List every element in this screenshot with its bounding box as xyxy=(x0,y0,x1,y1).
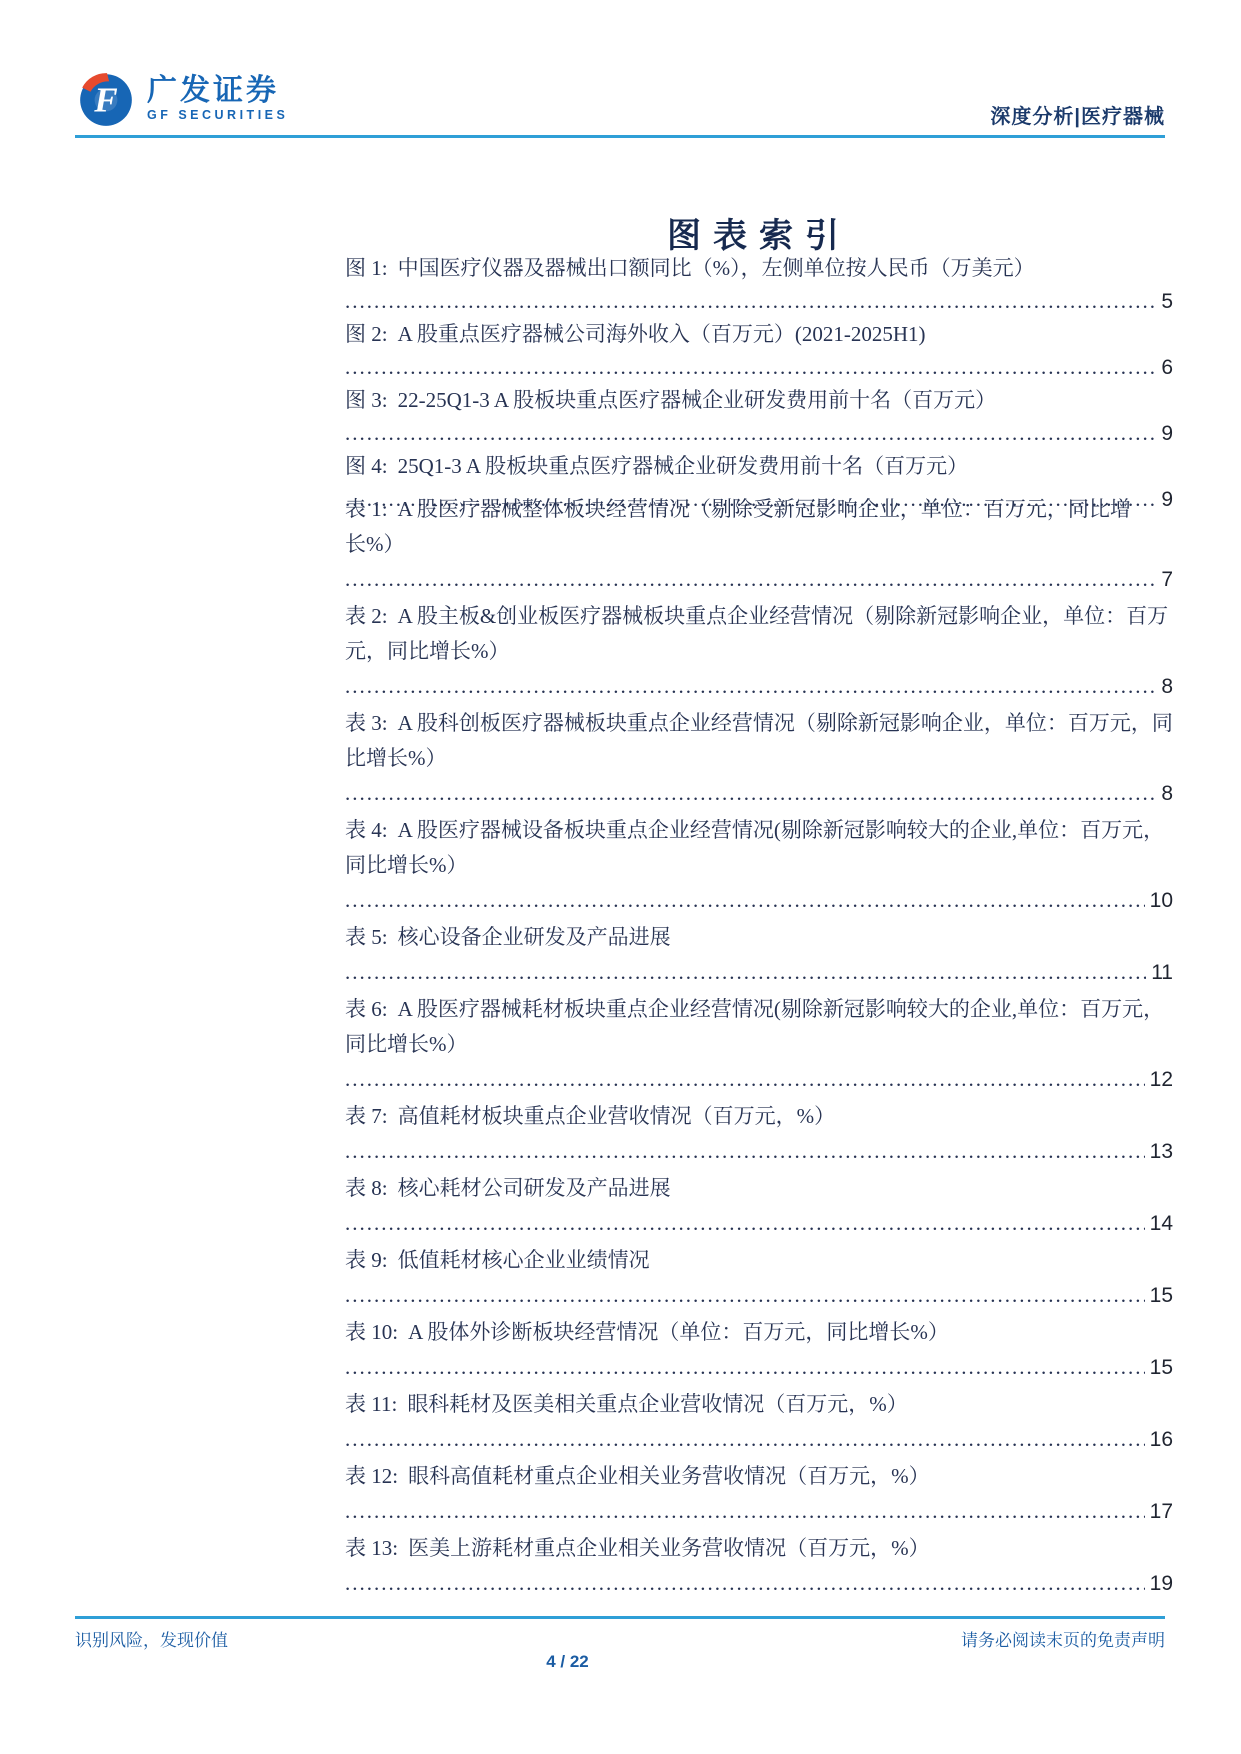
toc-entry-figure-1[interactable] xyxy=(345,252,1173,318)
toc-entry-page: 13 xyxy=(1145,1134,1173,1169)
header-rule xyxy=(75,135,1165,138)
toc-entry-label: 表 10: xyxy=(345,1320,399,1344)
toc-entry-page: 8 xyxy=(1156,669,1173,704)
toc-entry-title: 中国医疗仪器及器械出口额同比（%），左侧单位按人民币（万美元） xyxy=(397,256,1035,280)
toc-entry-table-11[interactable] xyxy=(345,1387,1173,1457)
toc-entry-title: 22-25Q1-3 A 股板块重点医疗器械企业研发费用前十名（百万元） xyxy=(397,388,997,412)
report-type-label: 深度分析|医疗器械 xyxy=(990,106,1165,128)
toc-entry-title: A 股医疗器械设备板块重点企业经营情况(剔除新冠影响较大的企业,单位：百万元，同比增长%） xyxy=(345,818,1165,877)
toc-entry-label: 图 3: xyxy=(345,388,388,412)
toc-entry-label: 表 9: xyxy=(345,1248,388,1272)
toc-entry-label: 表 7: xyxy=(345,1104,388,1128)
toc-entry-page: 5 xyxy=(1156,285,1173,318)
toc-entry-table-2[interactable] xyxy=(345,599,1173,704)
toc-entry-label: 表 6: xyxy=(345,997,388,1021)
toc-entry-table-3[interactable] xyxy=(345,706,1173,811)
toc-entry-page: 9 xyxy=(1156,417,1173,450)
toc-entry-label: 图 1: xyxy=(345,256,388,280)
toc-entry-label: 图 2: xyxy=(345,322,388,346)
toc-entry-page: 11 xyxy=(1146,955,1173,990)
toc-entry-title: A 股重点医疗器械公司海外收入（百万元）(2021-2025H1) xyxy=(397,322,926,346)
toc-entry-page: 7 xyxy=(1156,562,1173,597)
toc-entry-label: 表 11: xyxy=(345,1392,398,1416)
logo-name-en: GF SECURITIES xyxy=(147,108,289,122)
figure-index-list xyxy=(345,252,1173,516)
toc-entry-label: 表 8: xyxy=(345,1176,388,1200)
toc-entry-title: A 股科创板医疗器械板块重点企业经营情况（剔除新冠影响企业，单位：百万元，同比增长%） xyxy=(345,711,1173,770)
footer-slogan: 识别风险，发现价值 xyxy=(75,1631,228,1650)
footer-rule xyxy=(75,1616,1165,1619)
toc-entry-page: 8 xyxy=(1156,776,1173,811)
toc-entry-title: 眼科高值耗材重点企业相关业务营收情况（百万元，%） xyxy=(408,1464,930,1488)
gf-logo-icon xyxy=(75,68,137,130)
toc-entry-label: 表 1: xyxy=(345,497,388,521)
toc-entry-title: 25Q1-3 A 股板块重点医疗器械企业研发费用前十名（百万元） xyxy=(397,454,969,478)
toc-entry-table-6[interactable] xyxy=(345,992,1173,1097)
toc-entry-table-8[interactable] xyxy=(345,1171,1173,1241)
toc-entry-table-5[interactable] xyxy=(345,920,1173,990)
toc-entry-title: 眼科耗材及医美相关重点企业营收情况（百万元，%） xyxy=(407,1392,908,1416)
logo-wordmark xyxy=(147,75,288,123)
table-index-list xyxy=(345,492,1173,1603)
toc-entry-table-12[interactable] xyxy=(345,1459,1173,1529)
toc-entry-page: 12 xyxy=(1145,1062,1173,1097)
toc-entry-page: 6 xyxy=(1156,351,1173,384)
toc-entry-title: 核心设备企业研发及产品进展 xyxy=(397,925,671,949)
toc-entry-page: 10 xyxy=(1145,883,1173,918)
page-number: 4 / 22 xyxy=(546,1652,589,1671)
toc-entry-page: 14 xyxy=(1145,1206,1173,1241)
toc-entry-title: 核心耗材公司研发及产品进展 xyxy=(397,1176,671,1200)
logo-name-cn: 广发证券 xyxy=(147,74,279,107)
toc-entry-page: 19 xyxy=(1145,1566,1173,1601)
toc-entry-label: 表 4: xyxy=(345,818,388,842)
toc-entry-title: A 股医疗器械整体板块经营情况（剔除受新冠影响企业，单位：百万元，同比增长%） xyxy=(345,497,1131,556)
toc-entry-figure-3[interactable] xyxy=(345,384,1173,450)
toc-entry-title: A 股主板&创业板医疗器械板块重点企业经营情况（剔除新冠影响企业，单位：百万元，同比增长%） xyxy=(345,604,1169,663)
toc-entry-label: 表 12: xyxy=(345,1464,399,1488)
toc-entry-title: 医美上游耗材重点企业相关业务营收情况（百万元，%） xyxy=(408,1536,930,1560)
toc-entry-title: A 股体外诊断板块经营情况（单位：百万元，同比增长%） xyxy=(408,1320,949,1344)
footer-disclaimer-note: 请务必阅读末页的免责声明 xyxy=(961,1631,1165,1650)
toc-entry-table-4[interactable] xyxy=(345,813,1173,918)
toc-entry-page: 17 xyxy=(1145,1494,1173,1529)
toc-entry-title: 高值耗材板块重点企业营收情况（百万元，%） xyxy=(397,1104,836,1128)
toc-entry-label: 表 3: xyxy=(345,711,388,735)
toc-entry-label: 表 2: xyxy=(345,604,388,628)
toc-entry-table-10[interactable] xyxy=(345,1315,1173,1385)
toc-entry-table-9[interactable] xyxy=(345,1243,1173,1313)
toc-entry-title: 低值耗材核心企业业绩情况 xyxy=(397,1248,650,1272)
toc-entry-table-13[interactable] xyxy=(345,1531,1173,1601)
toc-entry-page: 9 xyxy=(1156,483,1173,516)
toc-entry-label: 表 13: xyxy=(345,1536,399,1560)
toc-entry-figure-2[interactable] xyxy=(345,318,1173,384)
toc-entry-page: 15 xyxy=(1145,1278,1173,1313)
gf-securities-logo xyxy=(75,68,288,130)
page-title: 图表索引 xyxy=(667,218,851,255)
toc-entry-label: 图 4: xyxy=(345,454,388,478)
toc-entry-title: A 股医疗器械耗材板块重点企业经营情况(剔除新冠影响较大的企业,单位：百万元，同比增长%） xyxy=(345,997,1165,1056)
toc-entry-page: 15 xyxy=(1145,1350,1173,1385)
toc-entry-table-7[interactable] xyxy=(345,1099,1173,1169)
toc-entry-label: 表 5: xyxy=(345,925,388,949)
svg-text:F: F xyxy=(94,80,118,120)
toc-entry-page: 16 xyxy=(1145,1422,1173,1457)
toc-entry-table-1[interactable] xyxy=(345,492,1173,597)
